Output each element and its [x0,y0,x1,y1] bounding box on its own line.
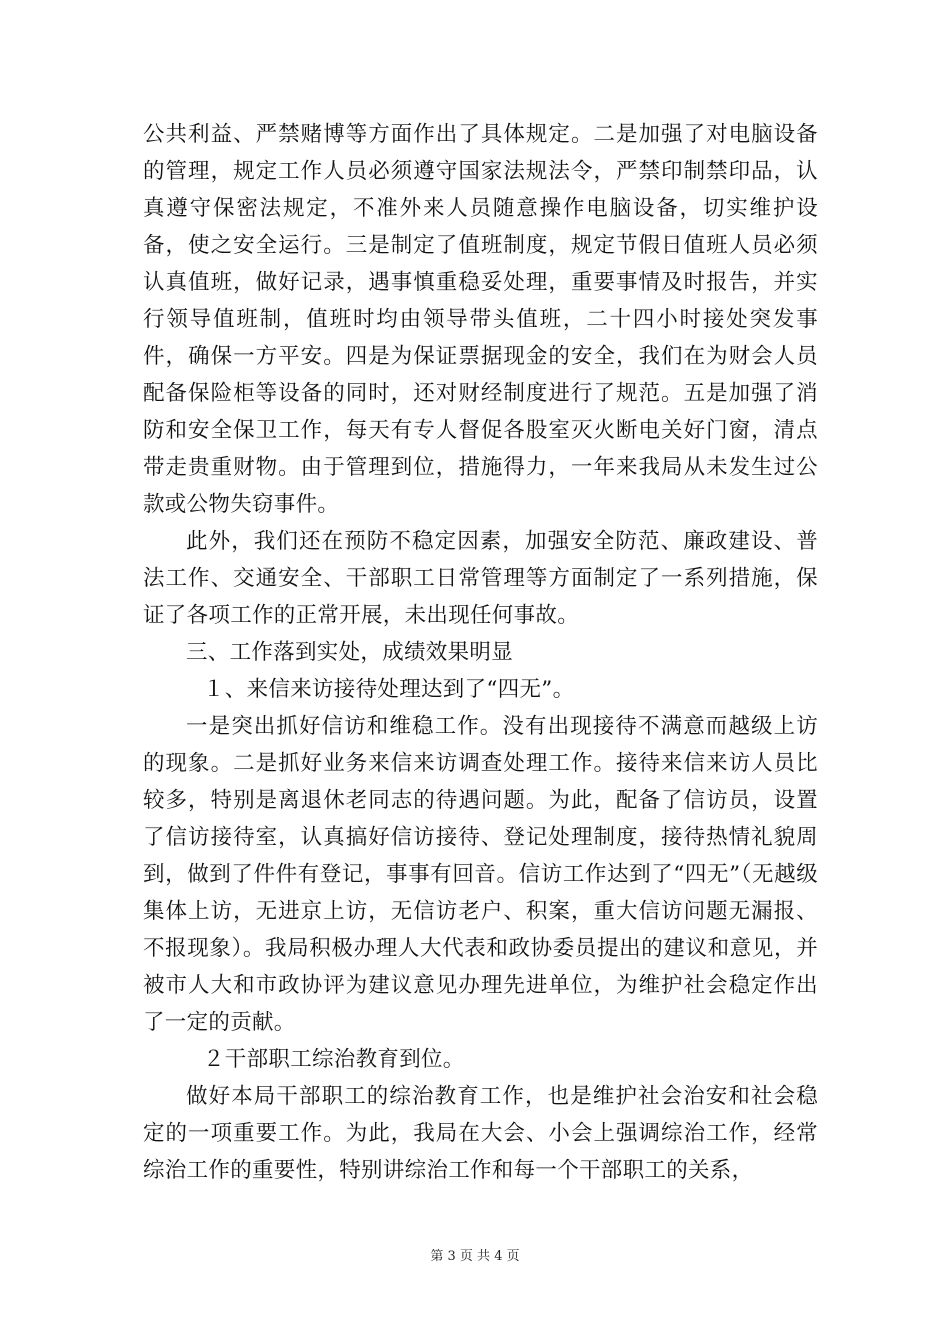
paragraph-continued: 公共利益、严禁赌博等方面作出了具体规定。二是加强了对电脑设备的管理，规定工作人员必须遵守国家法规法令，严禁印制禁印品，认真遵守保密法规定，不准外来人员随意操作电脑设备，切实维护设备，使之安全运行。三是制定了值班制度，规定节假日值班人员必须认真值班，做好记录，遇事慎重稳妥处理，重要事情及时报告，并实行领导值班制，值班时均由领导带头值班，二十四小时接处突发事件，确保一方平安。四是为保证票据现金的安全，我们在为财会人员配备保险柜等设备的同时，还对财经制度进行了规范。五是加强了消防和安全保卫工作，每天有专人督促各股室灭火断电关好门窗，清点带走贵重财物。由于管理到位，措施得力，一年来我局从未发生过公款或公物失窃事件。 [143,122,818,517]
document-body [143,116,818,1189]
page-number: 第 3 页 共 4 页 [430,1249,520,1264]
section-heading: 三、工作落到实处，成绩效果明显 [186,640,514,665]
subsection-heading: ２干部职工综治教育到位。 [203,1047,465,1072]
paragraph: 一是突出抓好信访和维稳工作。没有出现接待不满意而越级上访的现象。二是抓好业务来信来访调查处理工作。接待来信来访人员比较多，特别是离退休老同志的待遇问题。为此，配备了信访员，设置了信访接待室，认真搞好信访接待、登记处理制度，接待热情礼貌周到，做到了件件有登记，事事有回音。信访工作达到了“四无”（无越级集体上访，无进京上访，无信访老户、积案，重大信访问题无漏报、不报现象）。我局积极办理人大代表和政协委员提出的建议和意见，并被市人大和市政协评为建议意见办理先进单位，为维护社会稳定作出了一定的贡献。 [143,714,818,1035]
subsection-heading: １、来信来访接待处理达到了“四无”。 [203,677,575,702]
paragraph: 做好本局干部职工的综治教育工作，也是维护社会治安和社会稳定的一项重要工作。为此，我局在大会、小会上强调综治工作，经常综治工作的重要性，特别讲综治工作和每一个干部职工的关系， [143,1084,818,1183]
paragraph: 此外，我们还在预防不稳定因素，加强安全防范、廉政建设、普法工作、交通安全、干部职工日常管理等方面制定了一系列措施，保证了各项工作的正常开展，未出现任何事故。 [143,529,818,628]
page-footer [0,1245,950,1264]
